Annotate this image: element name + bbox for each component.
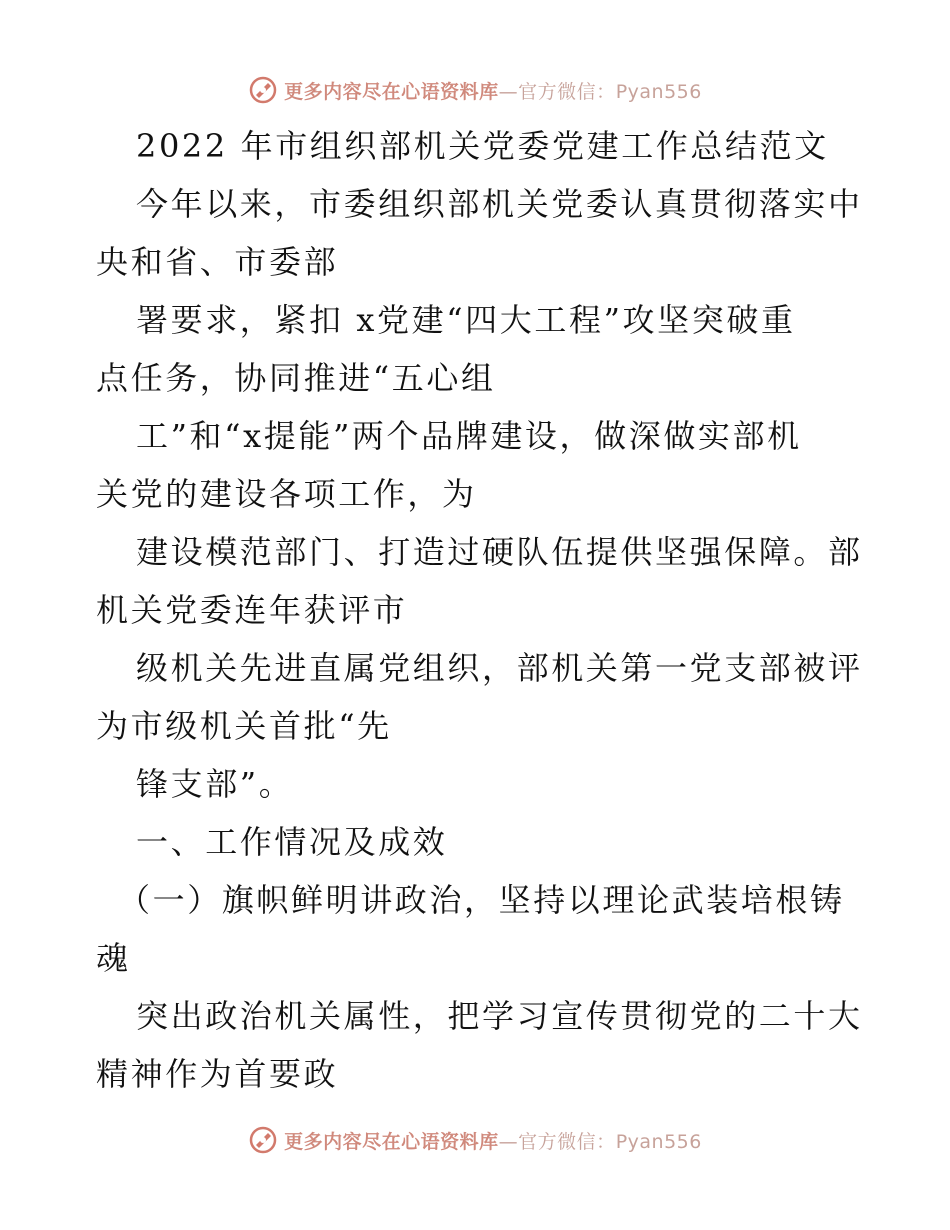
watermark-text bbox=[284, 1127, 702, 1154]
watermark-text bbox=[284, 77, 702, 104]
body-line-15: 突出政治机关属性，把学习宣传贯彻党的二十大 bbox=[136, 997, 863, 1035]
body-line-2: 央和省、市委部 bbox=[96, 243, 339, 281]
brand-logo-icon bbox=[248, 75, 278, 105]
watermark-wechat-label: 官方微信： bbox=[518, 80, 616, 103]
brand-logo-icon bbox=[248, 1125, 278, 1155]
document-title: 2022 年市组织部机关党委党建工作总结范文 bbox=[136, 127, 829, 165]
watermark-header bbox=[0, 72, 950, 108]
watermark-separator: — bbox=[498, 1130, 519, 1153]
section-heading-1: 一、工作情况及成效 bbox=[136, 823, 448, 861]
body-line-8: 机关党委连年获评市 bbox=[96, 591, 408, 629]
body-line-1: 今年以来，市委组织部机关党委认真贯彻落实中 bbox=[136, 185, 863, 223]
subsection-heading-1: （一）旗帜鲜明讲政治，坚持以理论武装培根铸 bbox=[118, 881, 845, 919]
body-line-11: 锋支部”。 bbox=[136, 765, 294, 803]
body-line-7: 建设模范部门、打造过硬队伍提供坚强保障。部 bbox=[136, 533, 863, 571]
watermark-wechat-id: Pyan556 bbox=[615, 1130, 702, 1153]
watermark-site-text: 更多内容尽在心语资料库 bbox=[284, 80, 499, 103]
watermark-wechat-id: Pyan556 bbox=[615, 80, 702, 103]
body-line-5: 工”和“x提能”两个品牌建设，做深做实部机 bbox=[136, 417, 802, 455]
watermark-footer bbox=[0, 1122, 950, 1158]
body-line-9: 级机关先进直属党组织，部机关第一党支部被评 bbox=[136, 649, 863, 687]
watermark-wechat-label: 官方微信： bbox=[518, 1130, 616, 1153]
body-line-14: 魂 bbox=[96, 939, 131, 977]
body-line-16: 精神作为首要政 bbox=[96, 1055, 339, 1093]
body-line-4: 点任务，协同推进“五心组 bbox=[96, 359, 496, 397]
watermark-site-text: 更多内容尽在心语资料库 bbox=[284, 1130, 499, 1153]
watermark-separator: — bbox=[498, 80, 519, 103]
body-line-3: 署要求，紧扣 x党建“四大工程”攻坚突破重 bbox=[136, 301, 796, 339]
body-line-10: 为市级机关首批“先 bbox=[96, 707, 392, 745]
body-line-6: 关党的建设各项工作，为 bbox=[96, 475, 477, 513]
